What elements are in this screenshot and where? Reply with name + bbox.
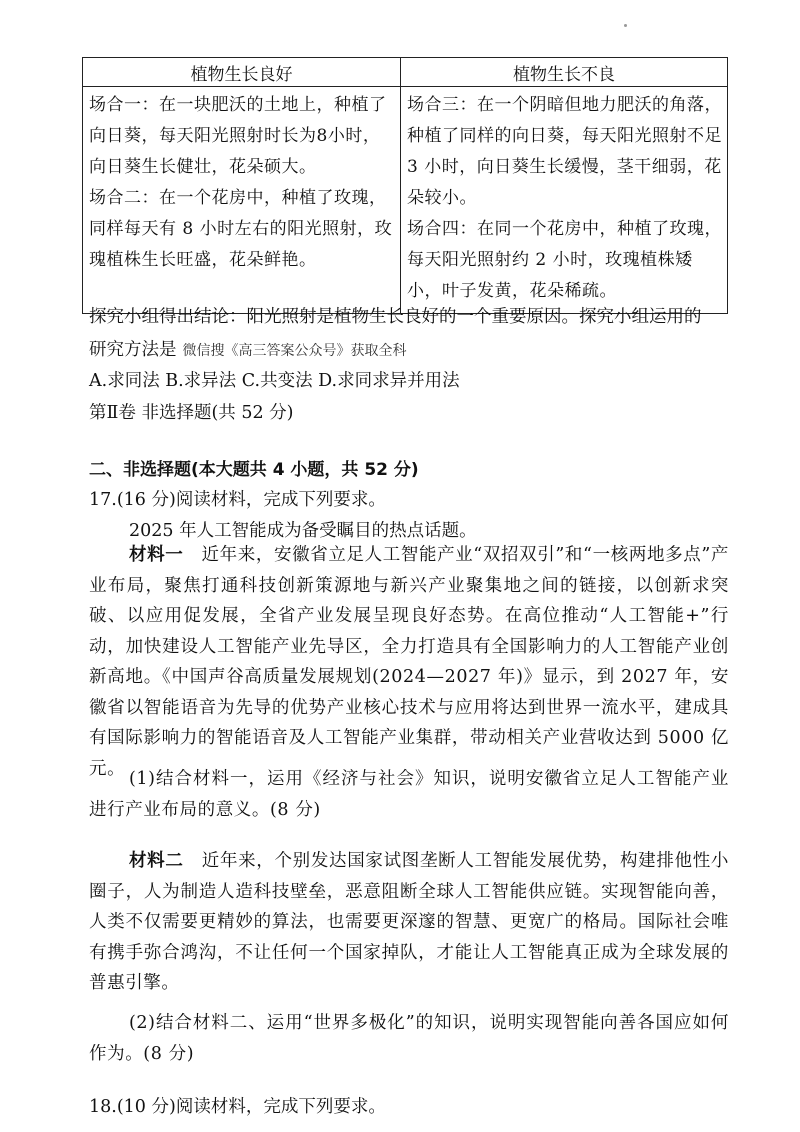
watermark-text: 微信搜《高三答案公众号》获取全科 — [182, 343, 407, 359]
table-cell-poor — [401, 87, 728, 314]
material-one-text: 近年来，安徽省立足人工智能产业“双招双引”和“一核两地多点”产业布局，聚焦打通科技创新策源地与新兴产业聚集地之间的链接，以创新求突破、以应用促发展，全省产业发展呈现良好态势。在高位推动“人工智能+”行动，加快建设人工智能产业先导区，全力打造具有全国影响力的人工智能产业创新高地。《中国声谷高质量发展规划(2024—2027 年)》显示，到 2027 年，安徽省以智能语音为先导的优势产业核心技术与应用将达到世界一流水平，建成具有国际影响力的智能语音及人工智能产业集群，带动相关产业营收达到 5000 亿元。 — [89, 545, 729, 779]
q18-title: 18.(10 分)阅读材料，完成下列要求。 — [89, 1097, 386, 1117]
comparison-table — [82, 57, 728, 314]
case-one: 场合一：在一块肥沃的土地上，种植了向日葵，每天阳光照射时长为8小时，向日葵生长健壮，花朵硕大。 — [89, 95, 387, 177]
case-three: 场合三：在一个阴暗但地力肥沃的角落，种植了同样的向日葵，每天阳光照射不足 3 小时，向日葵生长缓慢，茎干细弱，花朵较小。 — [407, 95, 722, 208]
material-one-label: 材料一 — [129, 545, 184, 565]
volume-title: 第Ⅱ卷 非选择题(共 52 分) — [89, 403, 294, 423]
q17-intro: 2025 年人工智能成为备受瞩目的热点话题。 — [129, 521, 477, 541]
conclusion-line-1: 探究小组得出结论：阳光照射是植物生长良好的一个重要原因。探究小组运用的 — [89, 307, 702, 327]
answer-options: A.求同法 B.求异法 C.共变法 D.求同求异并用法 — [89, 371, 460, 391]
table-header-poor: 植物生长不良 — [401, 58, 728, 87]
scan-dot — [624, 24, 627, 27]
conclusion-line-2 — [89, 336, 407, 361]
material-one — [89, 540, 729, 784]
table-header-good: 植物生长良好 — [83, 58, 401, 87]
case-four: 场合四：在同一个花房中，种植了玫瑰，每天阳光照射约 2 小时，玫瑰植株矮小，叶子发黄，花朵稀疏。 — [407, 219, 722, 301]
table-cell-good — [83, 87, 401, 314]
case-two: 场合二：在一个花房中，种植了玫瑰，同样每天有 8 小时左右的阳光照射，玫瑰植株生长旺盛，花朵鲜艳。 — [89, 188, 393, 270]
q17-title: 17.(16 分)阅读材料，完成下列要求。 — [89, 490, 386, 510]
material-two — [89, 846, 729, 999]
question-17-2: (2)结合材料二、运用“世界多极化”的知识，说明实现智能向善各国应如何作为。(8 分) — [89, 1013, 729, 1064]
section-heading: 二、非选择题(本大题共 4 小题，共 52 分) — [89, 460, 419, 480]
material-two-label: 材料二 — [129, 851, 184, 871]
material-two-text: 近年来，个别发达国家试图垄断人工智能发展优势，构建排他性小圈子，人为制造人造科技壁垒，恶意阻断全球人工智能供应链。实现智能向善，人类不仅需要更精妙的算法，也需要更深邃的智慧、更宽广的格局。国际社会唯有携手弥合鸿沟，不让任何一个国家掉队，才能让人工智能真正成为全球发展的普惠引擎。 — [89, 851, 729, 993]
question-17-1: (1)结合材料一，运用《经济与社会》知识，说明安徽省立足人工智能产业进行产业布局的意义。(8 分) — [89, 769, 729, 820]
conclusion-text: 研究方法是 — [89, 340, 177, 360]
